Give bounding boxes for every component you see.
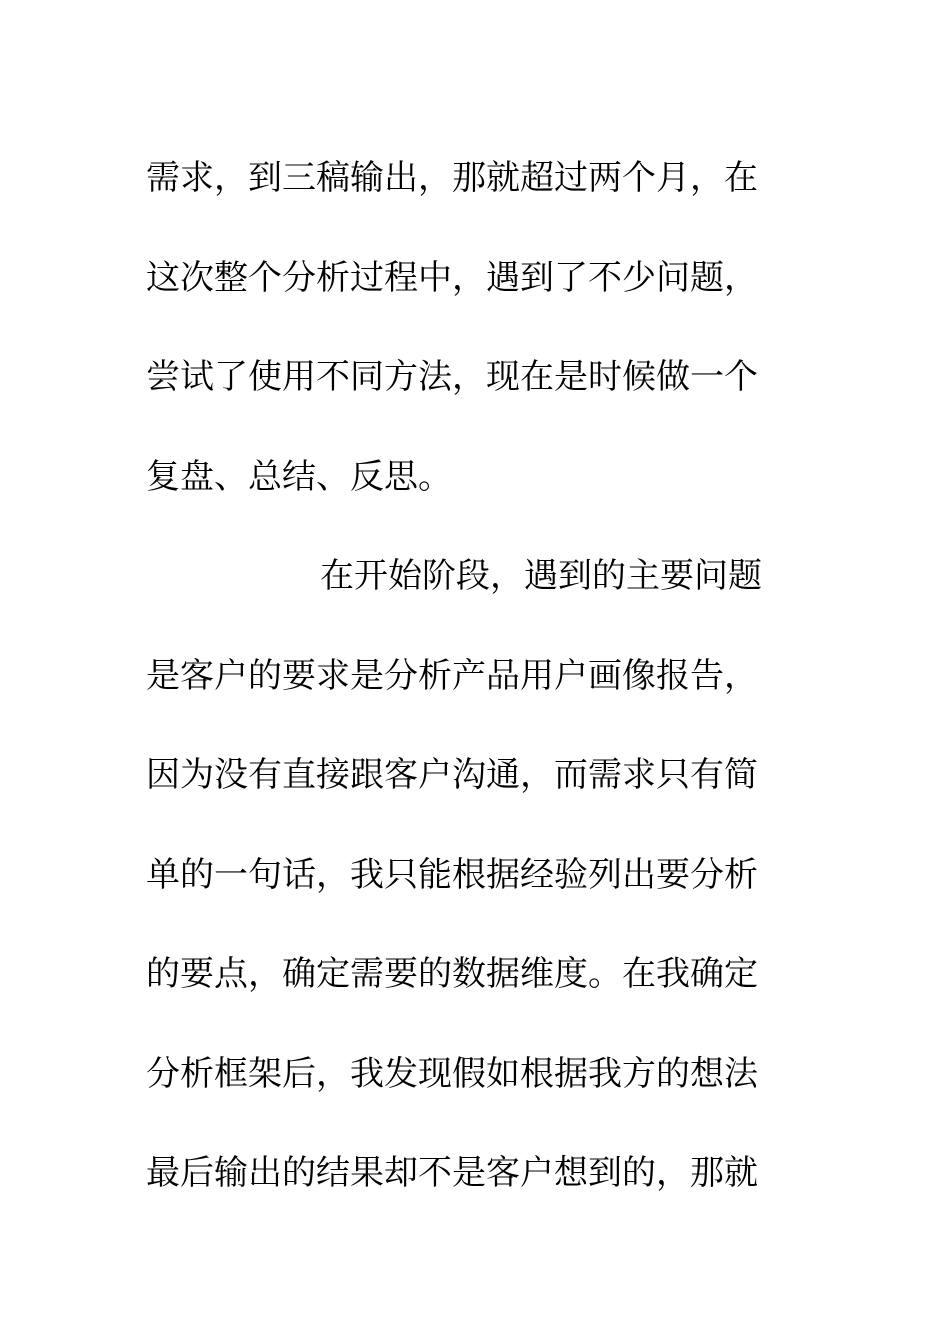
paragraph-first-line: 在开始阶段，遇到的主要问题 xyxy=(320,556,762,596)
paragraph-line: 是客户的要求是分析产品用户画像报告， xyxy=(146,655,758,696)
paragraph-line: 尝试了使用不同方法，现在是时候做一个 xyxy=(146,357,758,397)
document-body xyxy=(146,129,786,1224)
paragraph-line: 需求，到三稿输出，那就超过两个月，在 xyxy=(146,158,758,198)
paragraph-line: 的要点，确定需要的数据维度。在我确定 xyxy=(146,954,758,994)
paragraph-line: 因为没有直接跟客户沟通，而需求只有简 xyxy=(146,755,758,795)
paragraph-line: 复盘、总结、反思。 xyxy=(146,456,452,497)
paragraph-line: 最后输出的结果却不是客户想到的，那就 xyxy=(146,1153,758,1193)
paragraph-line: 分析框架后，我发现假如根据我方的想法 xyxy=(146,1053,758,1094)
paragraph-line: 单的一句话，我只能根据经验列出要分析 xyxy=(146,854,758,895)
paragraph-line: 这次整个分析过程中，遇到了不少问题， xyxy=(146,257,758,298)
